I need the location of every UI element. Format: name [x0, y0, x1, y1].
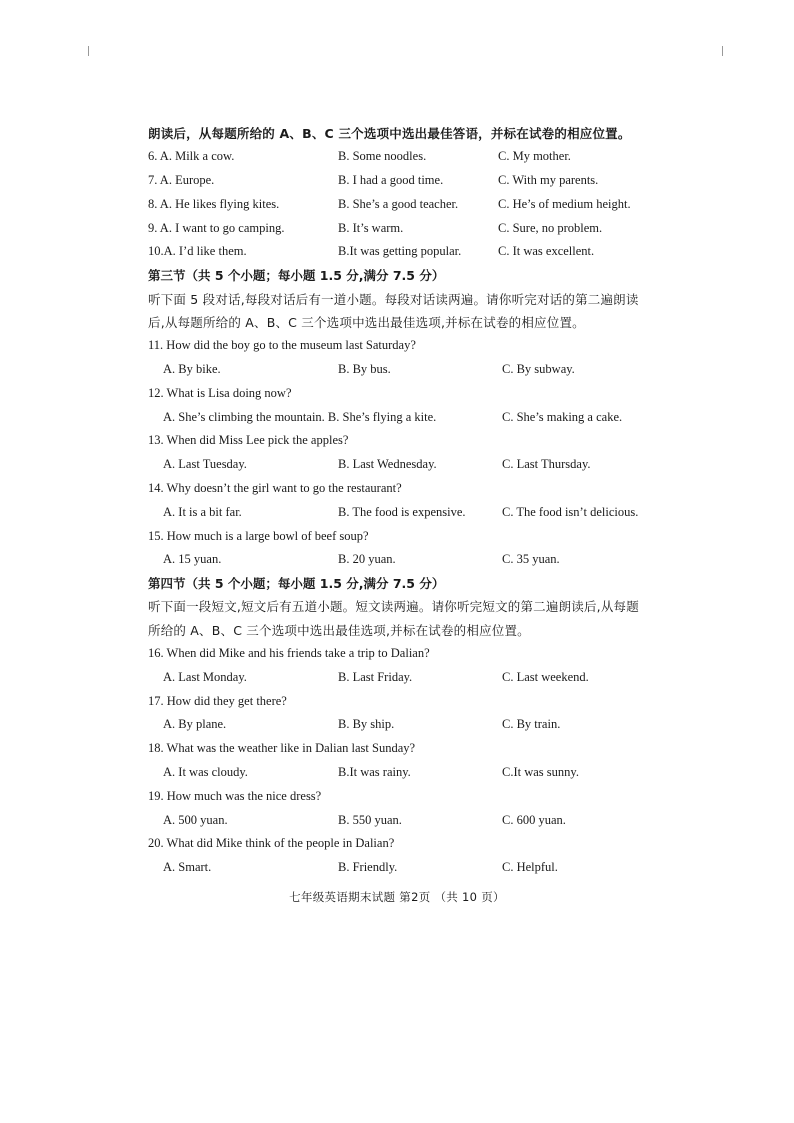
option-c: C. He’s of medium height.: [498, 196, 631, 211]
options-row-14: [148, 501, 668, 525]
option-b: B. 20 yuan.: [338, 552, 396, 567]
option-b: B. It’s warm.: [338, 220, 404, 235]
option-c: C. Sure, no problem.: [498, 220, 603, 235]
option-a: A. Last Monday.: [163, 669, 247, 684]
question-stem-16: 16. When did Mike and his friends take a trip to Dalian?: [148, 646, 430, 661]
page-footer: 七年级英语期末试题 第2页 （共 10 页）: [289, 890, 505, 904]
question-stem-17: 17. How did they get there?: [148, 693, 287, 708]
section4-instruction-line1: 听下面一段短文,短文后有五道小题。短文读两遍。请你听完短文的第二遍朗读后,从每题: [148, 599, 639, 615]
option-c: C. By train.: [502, 717, 561, 732]
option-c: C. By subway.: [502, 361, 575, 376]
question-row-8: [148, 193, 668, 217]
option-b: B. By bus.: [338, 361, 391, 376]
option-c: C. It was excellent.: [498, 244, 595, 259]
option-a: A. It was cloudy.: [163, 765, 248, 780]
options-row-11: [148, 358, 668, 382]
question-stem-12: 12. What is Lisa doing now?: [148, 385, 292, 400]
question-stem-19: 19. How much was the nice dress?: [148, 788, 322, 803]
question-stem-14: 14. Why doesn’t the girl want to go the restaurant?: [148, 480, 402, 495]
option-a: 9. A. I want to go camping.: [148, 220, 285, 235]
option-c: C. My mother.: [498, 149, 571, 164]
option-c: C. 600 yuan.: [502, 812, 566, 827]
option-a-b: A. She’s climbing the mountain. B. She’s flying a kite.: [163, 409, 437, 424]
question-row-9: [148, 217, 668, 241]
option-a: A. By bike.: [163, 361, 221, 376]
page-edge-mark-left: [88, 46, 89, 56]
option-b: B. Some noodles.: [338, 149, 427, 164]
option-a: A. 500 yuan.: [163, 812, 228, 827]
options-row-12: [148, 406, 668, 430]
section3-instruction-line2: 后,从每题所给的 A、B、C 三个选项中选出最佳选项,并标在试卷的相应位置。: [148, 314, 585, 330]
option-a: 8. A. He likes flying kites.: [148, 196, 280, 211]
option-b: B. Friendly.: [338, 860, 398, 875]
option-b: B. She’s a good teacher.: [338, 196, 459, 211]
question-stem-20: 20. What did Mike think of the people in Dalian?: [148, 836, 395, 851]
question-stem-15: 15. How much is a large bowl of beef soup?: [148, 528, 369, 543]
option-b: B. Last Wednesday.: [338, 457, 437, 472]
question-row-10: [148, 240, 668, 264]
option-b: B. 550 yuan.: [338, 812, 402, 827]
option-a: A. 15 yuan.: [163, 552, 222, 567]
option-a: 7. A. Europe.: [148, 173, 215, 188]
question-stem-13: 13. When did Miss Lee pick the apples?: [148, 433, 349, 448]
question-row-7: [148, 169, 668, 193]
question-stem-11: 11. How did the boy go to the museum last Saturday?: [148, 338, 416, 353]
section3-heading: 第三节（共 5 个小题；每小题 1.5 分,满分 7.5 分）: [148, 268, 445, 284]
option-b: B.It was getting popular.: [338, 244, 462, 259]
option-c: C. Last Thursday.: [502, 457, 591, 472]
option-c: C. 35 yuan.: [502, 552, 560, 567]
question-row-6: [148, 145, 668, 169]
options-row-19: [148, 809, 668, 833]
option-a: A. By plane.: [163, 717, 227, 732]
question-stem-18: 18. What was the weather like in Dalian last Sunday?: [148, 741, 416, 756]
option-c: C. Last weekend.: [502, 669, 589, 684]
options-row-18: [148, 761, 668, 785]
option-c: C. The food isn’t delicious.: [502, 504, 639, 519]
option-a: 10.A. I’d like them.: [148, 244, 247, 259]
option-c: C. Helpful.: [502, 860, 558, 875]
option-b: B.It was rainy.: [338, 765, 411, 780]
option-b: B. By ship.: [338, 717, 395, 732]
option-c: C.It was sunny.: [502, 765, 579, 780]
section4-instruction-line2: 所给的 A、B、C 三个选项中选出最佳选项,并标在试卷的相应位置。: [148, 622, 530, 638]
page-edge-mark-right: [722, 46, 723, 56]
option-a: A. Last Tuesday.: [163, 457, 247, 472]
option-b: B. The food is expensive.: [338, 504, 466, 519]
option-a: A. It is a bit far.: [163, 504, 242, 519]
exam-page-content: [148, 122, 668, 880]
option-a: A. Smart.: [163, 860, 212, 875]
options-row-16: [148, 666, 668, 690]
options-row-17: [148, 713, 668, 737]
section2-instruction-tail: 朗读后，从每题所给的 A、B、C 三个选项中选出最佳答语，并标在试卷的相应位置。: [148, 126, 631, 141]
options-row-20: [148, 856, 668, 880]
option-c: C. She’s making a cake.: [502, 409, 623, 424]
option-c: C. With my parents.: [498, 173, 599, 188]
options-row-13: [148, 453, 668, 477]
option-b: B. Last Friday.: [338, 669, 413, 684]
options-row-15: [148, 548, 668, 572]
option-b: B. I had a good time.: [338, 173, 444, 188]
section3-instruction-line1: 听下面 5 段对话,每段对话后有一道小题。每段对话读两遍。请你听完对话的第二遍朗读: [148, 291, 639, 307]
section4-heading: 第四节（共 5 个小题；每小题 1.5 分,满分 7.5 分）: [148, 576, 445, 592]
option-a: 6. A. Milk a cow.: [148, 149, 235, 164]
